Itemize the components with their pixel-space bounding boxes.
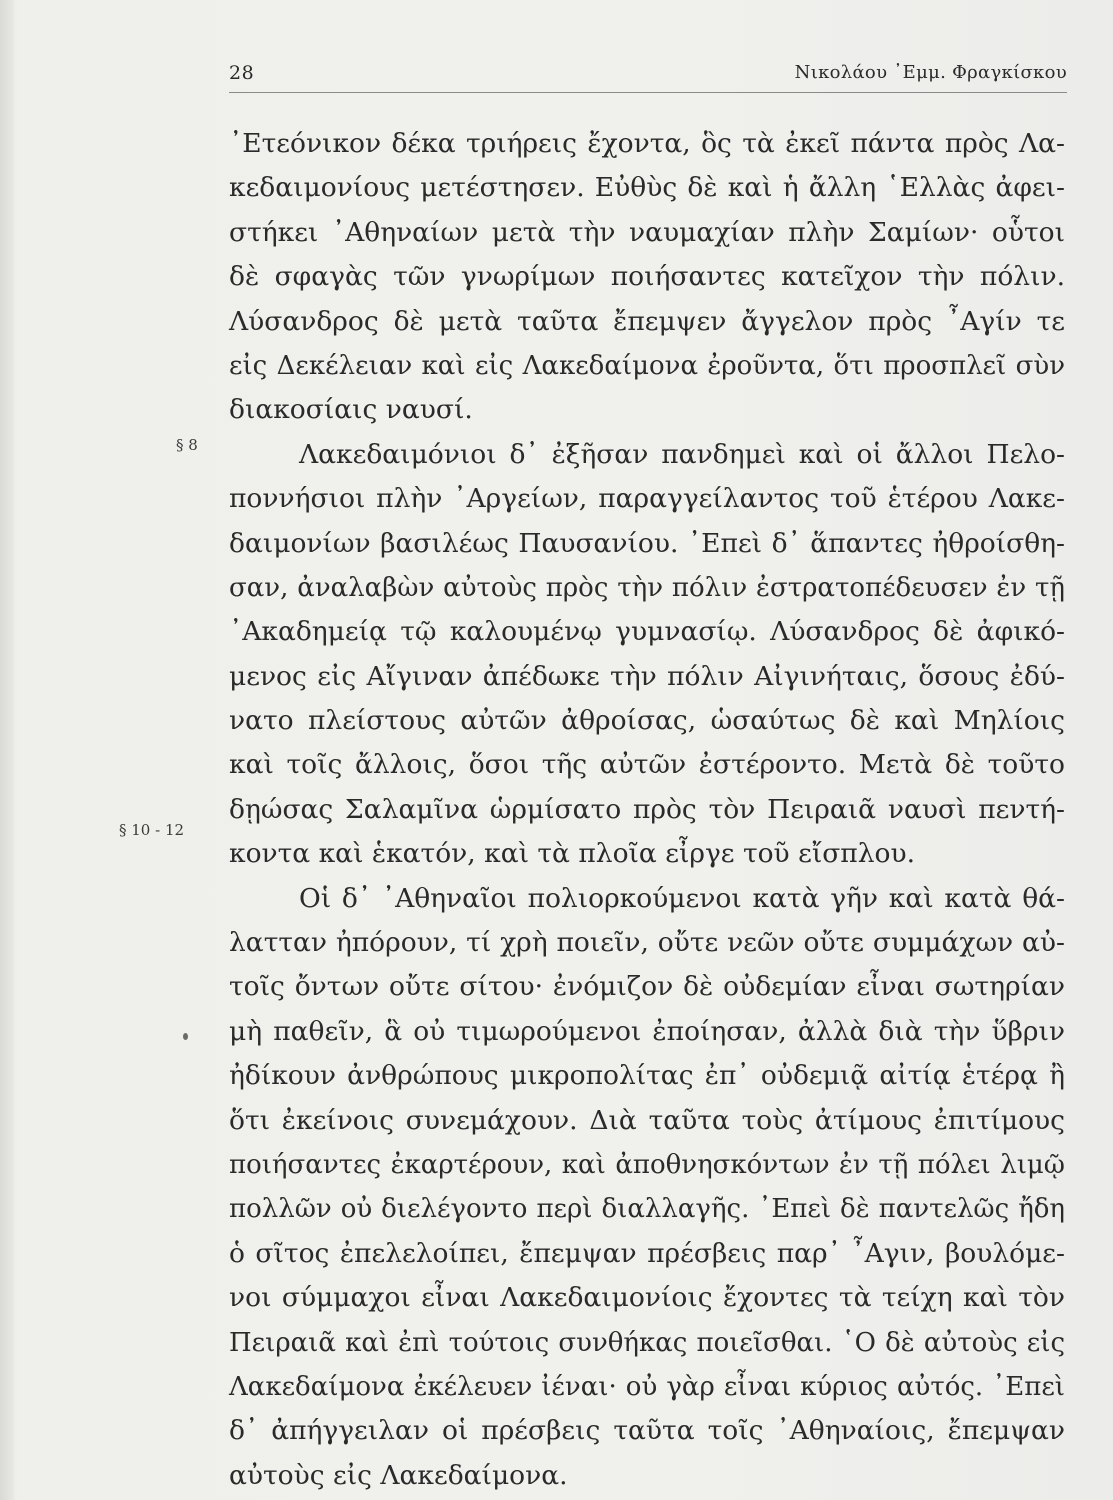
- text-line: νοι σύμμαχοι εἶναι Λακεδαιμονίοις ἔχοντες τὰ τείχη καὶ τὸν: [229, 1282, 1065, 1314]
- text-line: εἰς Δεκέλειαν καὶ εἰς Λακεδαίμονα ἐροῦντα, ὅτι προσπλεῖ σὺν: [229, 350, 1065, 381]
- text-line: δ᾿ ἀπήγγειλαν οἱ πρέσβεις ταῦτα τοῖς ᾿Αθηναίοις, ἔπεμψαν: [229, 1415, 1065, 1447]
- text-line: Λακεδαιμόνιοι δ᾿ ἐξῆσαν πανδημεὶ καὶ οἱ ἄλλοι Πελο-: [299, 438, 1065, 470]
- text-line: μὴ παθεῖν, ἃ οὐ τιμωρούμενοι ἐποίησαν, ἀλλὰ διὰ τὴν ὕβριν: [229, 1015, 1065, 1047]
- text-line: ποιήσαντες ἐκαρτέρουν, καὶ ἀποθνησκόντων ἐν τῇ πόλει λιμῷ: [229, 1149, 1065, 1180]
- text-line: διακοσίαις ναυσί.: [229, 394, 473, 426]
- margin-note-section-10-12: § 10 - 12: [119, 821, 185, 839]
- text-line: αὐτοὺς εἰς Λακεδαίμονα.: [229, 1459, 568, 1491]
- text-line: Λακεδαίμονα ἐκέλευεν ἰέναι· οὐ γὰρ εἶναι κύριος αὐτός. ᾿Επεὶ: [229, 1371, 1065, 1402]
- text-line: στήκει ᾿Αθηναίων μετὰ τὴν ναυμαχίαν πλὴν Σαμίων· οὗτοι: [229, 216, 1065, 248]
- text-line: Λύσανδρος δὲ μετὰ ταῦτα ἔπεμψεν ἄγγελον πρὸς ῏Αγίν τε: [229, 305, 1065, 337]
- text-line: ἠδίκουν ἀνθρώπους μικροπολίτας ἐπ᾿ οὐδεμιᾷ αἰτίᾳ ἑτέρᾳ ἢ: [229, 1060, 1065, 1092]
- text-line: καὶ τοῖς ἄλλοις, ὅσοι τῆς αὐτῶν ἐστέροντο. Μετὰ δὲ τοῦτο: [229, 749, 1065, 781]
- margin-note-section-8: § 8: [176, 436, 198, 454]
- text-line: δαιμονίων βασιλέως Παυσανίου. ᾿Επεὶ δ᾿ ἅπαντες ἠθροίσθη-: [229, 527, 1065, 559]
- body-text: [229, 122, 1065, 1498]
- ink-speck: [183, 1033, 188, 1040]
- text-line: τοῖς ὄντων οὔτε σίτου· ἐνόμιζον δὲ οὐδεμίαν εἶναι σωτηρίαν: [229, 971, 1065, 1003]
- text-line: κοντα καὶ ἑκατόν, καὶ τὰ πλοῖα εἶργε τοῦ εἴσπλου.: [229, 838, 915, 870]
- text-line: σαν, ἀναλαβὼν αὐτοὺς πρὸς τὴν πόλιν ἐστρατοπέδευσεν ἐν τῇ: [229, 572, 1065, 603]
- running-title: Νικολάου ᾿Εμμ. Φραγκίσκου: [794, 62, 1067, 83]
- text-line: δὲ σφαγὰς τῶν γνωρίμων ποιήσαντες κατεῖχον τὴν πόλιν.: [229, 261, 1065, 293]
- text-line: ὁ σῖτος ἐπελελοίπει, ἔπεμψαν πρέσβεις παρ᾿ ῏Αγιν, βουλόμε-: [229, 1237, 1065, 1269]
- text-line: Πειραιᾶ καὶ ἐπὶ τούτοις συνθήκας ποιεῖσθαι. ῾Ο δὲ αὐτοὺς εἰς: [229, 1327, 1065, 1358]
- text-line: δῃώσας Σαλαμῖνα ὡρμίσατο πρὸς τὸν Πειραιᾶ ναυσὶ πεντή-: [229, 793, 1065, 825]
- page-header: [229, 62, 1067, 92]
- text-line: Οἱ δ᾿ ᾿Αθηναῖοι πολιορκούμενοι κατὰ γῆν καὶ κατὰ θά-: [299, 882, 1065, 914]
- page-number: 28: [229, 62, 255, 84]
- text-line: ὅτι ἐκείνοις συνεμάχουν. Διὰ ταῦτα τοὺς ἀτίμους ἐπιτίμους: [229, 1104, 1065, 1136]
- page-binding-edge: [0, 0, 14, 1500]
- text-line: μενος εἰς Αἴγιναν ἀπέδωκε τὴν πόλιν Αἰγινήταις, ὅσους ἐδύ-: [229, 660, 1065, 692]
- text-line: ᾿Ακαδημείᾳ τῷ καλουμένῳ γυμνασίῳ. Λύσανδρος δὲ ἀφικό-: [229, 616, 1065, 648]
- text-line: ποννήσιοι πλὴν ᾿Αργείων, παραγγείλαντος τοῦ ἑτέρου Λακε-: [229, 483, 1065, 515]
- text-line: κεδαιμονίους μετέστησεν. Εὐθὺς δὲ καὶ ἡ ἄλλη ῾Ελλὰς ἀφει-: [229, 172, 1065, 204]
- text-line: πολλῶν οὐ διελέγοντο περὶ διαλλαγῆς. ᾿Επεὶ δὲ παντελῶς ἤδη: [229, 1194, 1065, 1225]
- text-line: ᾿Ετεόνικον δέκα τριήρεις ἔχοντα, ὃς τὰ ἐκεῖ πάντα πρὸς Λα-: [229, 128, 1065, 159]
- header-rule: [229, 92, 1067, 93]
- text-line: νατο πλείστους αὐτῶν ἀθροίσας, ὡσαύτως δὲ καὶ Μηλίοις: [229, 705, 1065, 737]
- text-line: λατταν ἠπόρουν, τί χρὴ ποιεῖν, οὔτε νεῶν οὔτε συμμάχων αὐ-: [229, 927, 1065, 959]
